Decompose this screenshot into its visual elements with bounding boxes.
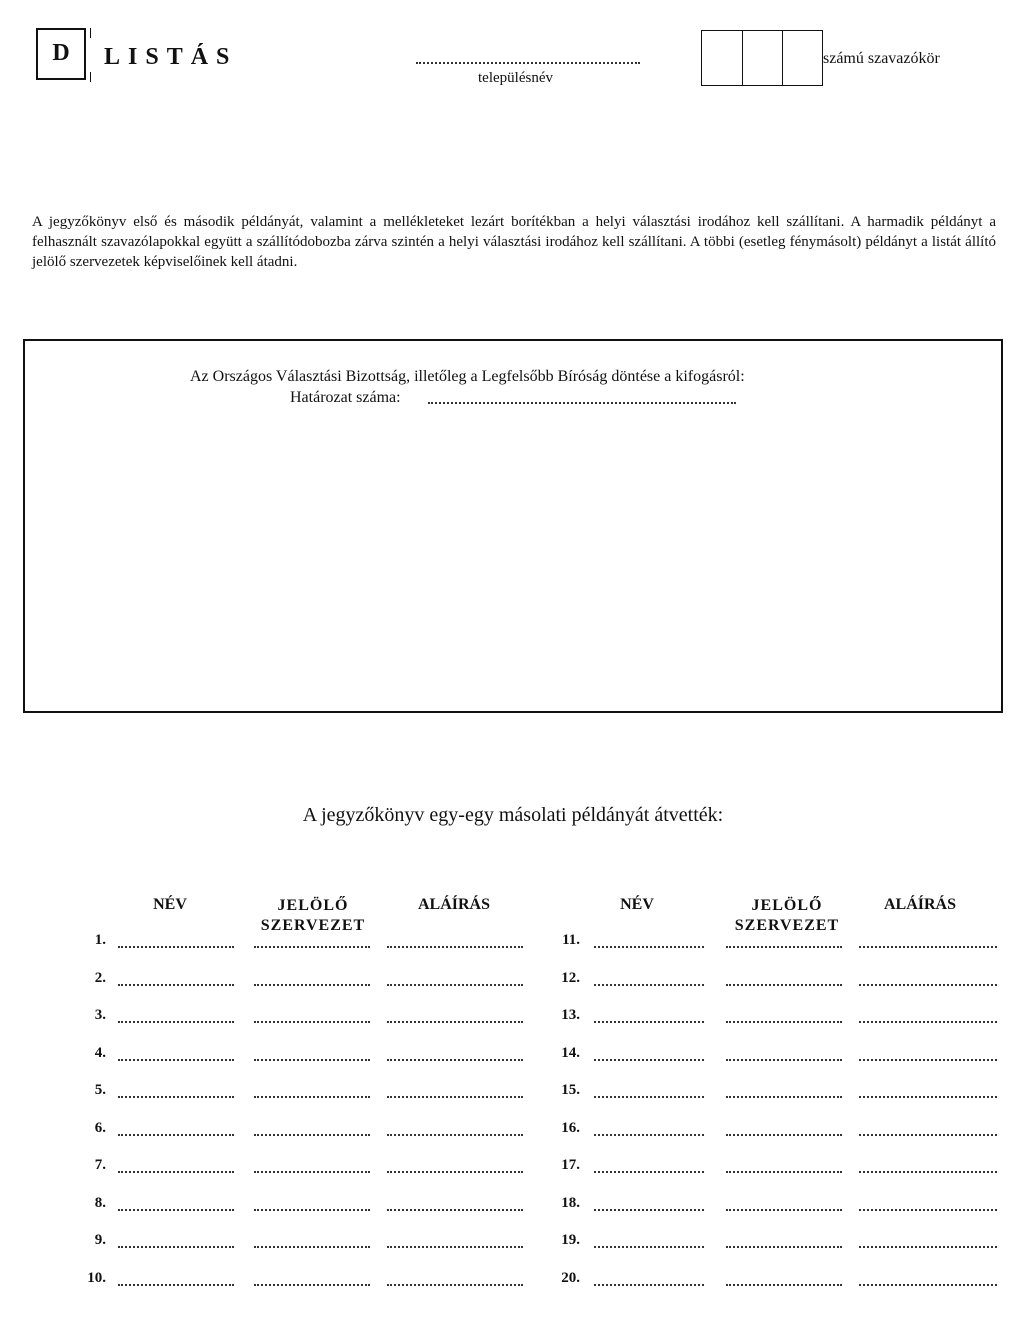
signature-field[interactable] — [859, 1088, 997, 1098]
row-number: 11. — [562, 932, 580, 948]
row-number: 4. — [94, 1045, 106, 1061]
decision-title: Az Országos Választási Bizottság, illetőleg a Legfelsőbb Bíróság döntése a kifogásról: — [190, 368, 745, 385]
name-field[interactable] — [118, 1201, 234, 1211]
name-field[interactable] — [594, 1126, 704, 1136]
col-header-org-right: JELÖLŐ SZERVEZET — [734, 897, 840, 934]
org-field[interactable] — [726, 1238, 842, 1248]
district-number-digit-1[interactable] — [702, 31, 742, 85]
signature-field[interactable] — [387, 1051, 523, 1061]
signature-field[interactable] — [387, 1163, 523, 1173]
received-title: A jegyzőkönyv egy-egy másolati példányát átvették: — [302, 804, 724, 826]
signature-field[interactable] — [859, 1163, 997, 1173]
row-number: 20. — [561, 1270, 580, 1286]
signature-field[interactable] — [387, 1201, 523, 1211]
district-number-digit-3[interactable] — [782, 31, 822, 85]
org-field[interactable] — [254, 1013, 370, 1023]
col-header-signature-right: ALÁÍRÁS — [883, 896, 956, 913]
org-field[interactable] — [254, 1126, 370, 1136]
signature-field[interactable] — [859, 1051, 997, 1061]
row-number: 10. — [87, 1270, 106, 1286]
decision-number-label: Határozat száma: — [290, 389, 401, 406]
row-number: 8. — [94, 1195, 106, 1211]
org-field[interactable] — [254, 1051, 370, 1061]
header-rule-bottom — [90, 72, 91, 82]
signature-field[interactable] — [387, 1126, 523, 1136]
form-letter: D — [52, 40, 70, 66]
signature-field[interactable] — [859, 1201, 997, 1211]
org-field[interactable] — [726, 1126, 842, 1136]
row-number: 9. — [94, 1232, 106, 1248]
name-field[interactable] — [594, 1201, 704, 1211]
col-header-name-right: NÉV — [620, 896, 654, 913]
name-field[interactable] — [118, 1013, 234, 1023]
name-field[interactable] — [118, 1276, 234, 1286]
district-number-boxes — [701, 30, 823, 86]
district-number-digit-2[interactable] — [742, 31, 782, 85]
col-header-name-left: NÉV — [153, 896, 187, 913]
signature-field[interactable] — [387, 1276, 523, 1286]
form-title: LISTÁS — [104, 44, 238, 70]
name-field[interactable] — [118, 976, 234, 986]
row-number: 1. — [94, 932, 106, 948]
name-field[interactable] — [594, 938, 704, 948]
place-name-label: településnév — [478, 70, 553, 86]
col-header-org-left: JELÖLŐ SZERVEZET — [260, 897, 366, 934]
signature-field[interactable] — [387, 1013, 523, 1023]
signature-field[interactable] — [859, 1238, 997, 1248]
row-number: 12. — [561, 970, 580, 986]
row-number: 3. — [94, 1007, 106, 1023]
row-number: 7. — [94, 1157, 106, 1173]
org-field[interactable] — [726, 1201, 842, 1211]
name-field[interactable] — [594, 1238, 704, 1248]
org-field[interactable] — [726, 1163, 842, 1173]
signature-field[interactable] — [859, 938, 997, 948]
org-field[interactable] — [726, 976, 842, 986]
name-field[interactable] — [594, 1276, 704, 1286]
place-name-field[interactable] — [416, 52, 640, 64]
row-number: 5. — [94, 1082, 106, 1098]
name-field[interactable] — [118, 1126, 234, 1136]
instructions-paragraph: A jegyzőkönyv első és második példányát, valamint a mellékleteket lezárt borítékban a helyi választási irodához kell szállítani. A harmadik példányt a felhasznált szavazólapokkal együtt a szállítódobozba zárva szintén a helyi választási irodához kell szállítani. A többi (esetleg fénymásolt) példányt a listát állító jelölő szervezetek képviselőinek kell átadni. — [32, 214, 996, 270]
org-field[interactable] — [726, 1088, 842, 1098]
name-field[interactable] — [118, 1051, 234, 1061]
decision-number-field[interactable] — [428, 394, 736, 404]
signature-field[interactable] — [859, 976, 997, 986]
name-field[interactable] — [118, 938, 234, 948]
name-field[interactable] — [118, 1163, 234, 1173]
name-field[interactable] — [594, 976, 704, 986]
signature-field[interactable] — [859, 1276, 997, 1286]
org-field[interactable] — [254, 1201, 370, 1211]
org-field[interactable] — [254, 976, 370, 986]
org-field[interactable] — [726, 1013, 842, 1023]
row-number: 2. — [94, 970, 106, 986]
org-field[interactable] — [254, 938, 370, 948]
name-field[interactable] — [594, 1051, 704, 1061]
signature-field[interactable] — [387, 976, 523, 986]
signature-field[interactable] — [859, 1126, 997, 1136]
name-field[interactable] — [594, 1013, 704, 1023]
district-label: számú szavazókör — [823, 50, 940, 67]
row-number: 18. — [561, 1195, 580, 1211]
header-rule-top — [90, 28, 91, 38]
row-number: 17. — [561, 1157, 580, 1173]
org-field[interactable] — [254, 1238, 370, 1248]
org-field[interactable] — [254, 1276, 370, 1286]
org-field[interactable] — [254, 1163, 370, 1173]
name-field[interactable] — [118, 1088, 234, 1098]
form-letter-box — [36, 28, 86, 80]
signature-field[interactable] — [859, 1013, 997, 1023]
org-field[interactable] — [254, 1088, 370, 1098]
signature-field[interactable] — [387, 1238, 523, 1248]
row-number: 14. — [561, 1045, 580, 1061]
row-number: 15. — [561, 1082, 580, 1098]
org-field[interactable] — [726, 938, 842, 948]
col-header-signature-left: ALÁÍRÁS — [417, 896, 490, 913]
name-field[interactable] — [118, 1238, 234, 1248]
name-field[interactable] — [594, 1088, 704, 1098]
row-number: 19. — [561, 1232, 580, 1248]
row-number: 6. — [94, 1120, 106, 1136]
signature-field[interactable] — [387, 1088, 523, 1098]
signature-field[interactable] — [387, 938, 523, 948]
name-field[interactable] — [594, 1163, 704, 1173]
org-field[interactable] — [726, 1051, 842, 1061]
row-number: 16. — [561, 1120, 580, 1136]
org-field[interactable] — [726, 1276, 842, 1286]
row-number: 13. — [561, 1007, 580, 1023]
